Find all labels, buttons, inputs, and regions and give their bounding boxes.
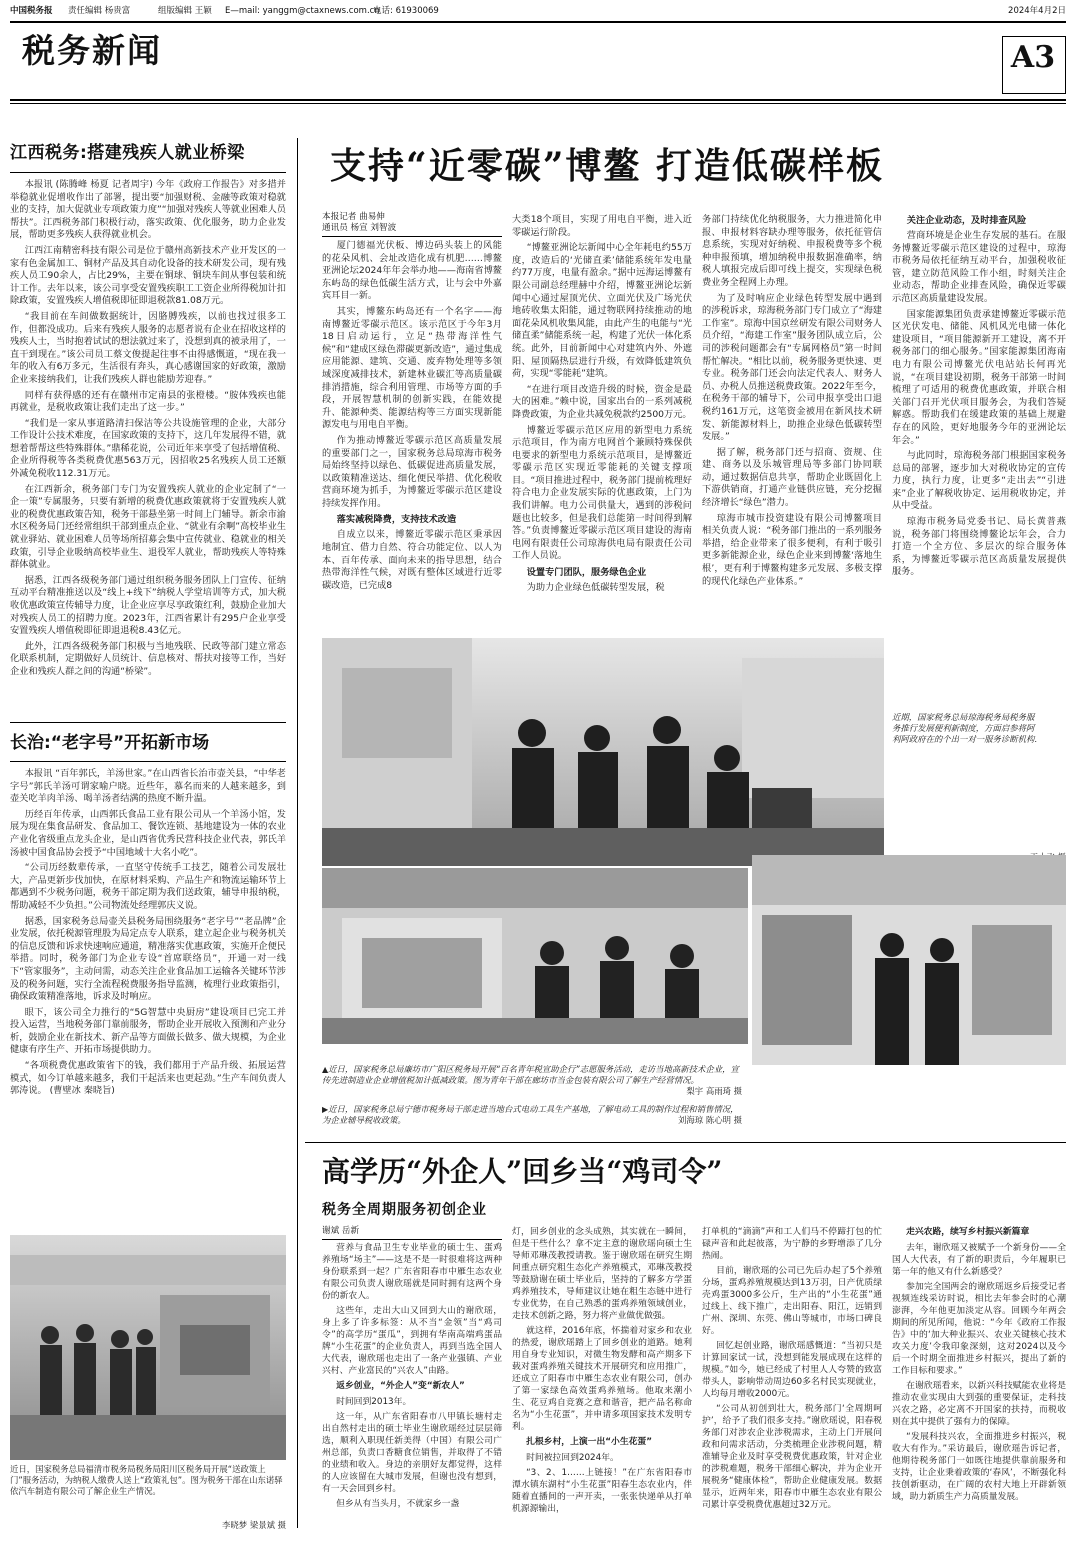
paragraph: 厦门德福光伏板、博边码头装上的风能的花朵风机、会址改造化成有机肥……博鳌亚洲论坛2024年年会举办地——海南省博鳌东屿岛的绿色低碳生活方式，让与会中外嘉宾耳目一新。 bbox=[322, 240, 502, 302]
headline-boao: 支持“近零碳”博鳌 打造低碳样板 bbox=[330, 145, 884, 187]
paragraph: 据悉，国家税务总局壶关县税务局围绕服务“老字号”“老品牌”企业发展，依托税源管理股为局定点专人联系，建立起企业与税务机关的信息反馈和诉求快速响应通道，精准落实优惠政策，实施开企便民举措。同时，税务部门为企业专设“首席联络员”，开通一对一线下“管家服务”，主动问需，动态关注企业食品加工运输各关键环节涉及的税务问题，实行全流程税费服务指导监测，梳理行业政策指引，确保政策精准落地，诉求及时响应。 bbox=[10, 915, 286, 1003]
paragraph: 这些年，走出大山又回到大山的谢欣瑶，身上多了许多标签：从不当“金领”当“鸡司令”的高学历“蛋瓜”，到拥有华南高端鸡蛋品牌“小生花蛋”的企业负责人，再到当选全国人大代表，谢欣瑶也走出了一条产业强镇、产业兴村、产业富民的“兴农人”由路。 bbox=[322, 1306, 502, 1376]
paragraph: 江西江南精密科技有限公司是位于赣州高新技术产业开发区的一家有色金属加工、铜材产品及其自动化设备的技术研发公司，现有残疾人员工90余人，占比29%，主要在铜球、铜块车间从事包装和统计工作。去年以来，该公司享受安置残疾职工工资企业所得税加计扣除政策，安置残疾人增值税即征即退税款81.08万元。 bbox=[10, 244, 286, 307]
page-number: A3 bbox=[1010, 40, 1056, 75]
section-title: 税务新闻 bbox=[22, 31, 162, 70]
headline-chicken: 高学历“外企人”回乡当“鸡司令” bbox=[322, 1155, 723, 1188]
byline-reporter: 本报记者 曲易伸 bbox=[322, 212, 385, 222]
caption-text: 近期，国家税务总局琼海税务局税务服务推行发展便利新制度，方面启参将阿利阿政府在的个出一对一服务诊断机构. bbox=[892, 712, 1038, 745]
photo-tax-officers-factory bbox=[10, 1235, 286, 1460]
layout-editor: 组版编辑 王颖 bbox=[158, 6, 212, 16]
paragraph: 本报讯 (陈腾峰 杨夏 记者周宇) 今年《政府工作报告》对多措并举稳就业促增收作出了部署，提出要“加强财税、金融等政策对稳就业的支持，加大促就业专项政策力度”“加强对残疾人等就业困难人员帮扶”。江西税务部门积极行动，落实政策、优化服务，助力企业发展，帮助更多残疾人获得就业机会。 bbox=[10, 179, 286, 241]
paragraph: 历经百年传承，山西郭氏食品工业有限公司从一个羊汤小馆，发展为现在集食品研发、食品加工、餐饮连锁、基地建设为一体的农业产业化省级重点龙头企业，是山西省优秀民营科技企业代表，郭氏羊汤被中国食品协会授予“中国地域十大名小吃”。 bbox=[10, 808, 286, 858]
paragraph: 在江西新余，税务部门专门为安置残疾人就业的企业定制了“一企一策”专属服务，只要有新增的税费优惠政策就将于安置残疾人就业的税费优惠政策告知，税务干部悬坐第一时间上门辅导。新余市渝水区税务局门还经常组织干部到重点企业、“就业有余啊”高校毕业生就业驿站、就业困难人员等场所招募会集中宣传就业、稳就业的相关政策，引导企业吸纳高校毕业生、退役军人就业，帮助残疾人等特殊群体就业。 bbox=[10, 483, 286, 571]
paragraph: 但乡从有当头月，不就家乡一盏 bbox=[336, 1499, 460, 1509]
issue-date: 2024年4月2日 bbox=[1008, 6, 1066, 16]
photo-credit: 李晓梦 梁景斌 摄 bbox=[222, 1520, 286, 1530]
photo-caption bbox=[10, 1464, 286, 1498]
paragraph: 时间被拉回到2024年。 bbox=[526, 1453, 619, 1463]
byline-box2 bbox=[322, 1226, 502, 1240]
paragraph: “我们是一家从事道路清扫保洁等公共设施管理的企业，大部分工作设计公技术难度，在国家政策的支持下，这几年发展得不错，就想着帮帮这些特殊群体。”鼎稀花说，公司近年来享受了包括增值税、企业所得税等各类税费优惠563万元，因招收25名残疾人员工还额外减免税收112.31万元。 bbox=[10, 417, 286, 480]
triangle-right-icon: ▶ bbox=[322, 1105, 329, 1114]
main2-col2 bbox=[512, 1226, 692, 1518]
paragraph: “各项税费优惠政策省下的钱，我们都用于产品升级、拓展运营模式，如今订单越来越多，我们干起活来也更起劲。”生产车间负责人郭涛说。 (曹壁冰 秦晓旨) bbox=[10, 1060, 286, 1097]
paragraph: 此外，江西各级税务部门积极与当地残联、民政等部门建立常态化联系机制，定期做好人员统计、信息核对、帮扶对接等工作，当好企业和残疾人群之间的沟通“桥梁”。 bbox=[10, 640, 286, 677]
photo2-caption bbox=[322, 1064, 742, 1098]
caption-text: 近日，国家税务总局廉坊市广阳区税务局开展“百名青年税宣助企行”志愿服务活动，走访当地高新技术企业，宣传先进制造业企业增值税加计抵减政策。图为青年干部在廊坊市当金包装有限公司了解生产经营情况。 bbox=[322, 1064, 739, 1086]
paragraph: 为助力企业绿色低碳转型发展，税 bbox=[526, 582, 665, 594]
paragraph: “公司历经数辈传承，一直坚守传统手工技艺，随着公司发展壮大，产品更新步伐加快，在原材料采购、产品生产和物流运输环节上都遇到不少税务问题，税务干部定期为我们送政策，辅导申报纳税，帮助减轻不少负担。”公司物流处经理郭庆义说。 bbox=[10, 862, 286, 911]
main1-col3 bbox=[702, 214, 882, 591]
subheadline: 税务全周期服务初创企业 bbox=[322, 1202, 487, 1218]
photo3-credit: 刘海琼 陈心明 摄 bbox=[678, 1115, 742, 1126]
main2-col3 bbox=[702, 1226, 882, 1514]
photo-image bbox=[752, 855, 1066, 1065]
subhead: 返乡创业，“外企人”变“新农人” bbox=[336, 1381, 465, 1391]
paragraph: 国家能源集团负责承建博鳌近零碳示范区光伏发电、储能、风机风光电储一体化建设项目，“项目能源新开工建设，离不开税务部门的细心服务。”国家能源集团海南电力有限公司博鳌光伏电站站长何再光说，“在项目建设初期，税务干部第一时间梳理了可适用的税费优惠政策，并联合相关部门召开光伏项目服务会，为我们答疑解惑。帮助我们在缓建政策的基础上规避存在的风险，更好地服务今年的亚洲论坛年会。” bbox=[892, 308, 1066, 446]
article-title: 江西税务:搭建残疾人就业桥梁 bbox=[10, 143, 245, 163]
paragraph: 据悉，江西各级税务部门通过组织税务服务团队上门宣传、征纳互动平台精准推送以及“线上+线下”纳税人学堂培训等方式，加大税收优惠政策宣传辅导力度，让企业应享尽享政策红利，鼓励企业加大对残疾人员工的招聘力度。2023年，江西省累计有295户企业享受安置残疾人增值税即征即退退税8.43亿元。 bbox=[10, 574, 286, 637]
paragraph: 营养与食品卫生专业毕业的硕士生、蛋鸡养殖场“场主”——这是不是一时很难将这两种身份联系到一起？广东省阳春市中雁生态农业有限公司负责人谢欣瑶就是同时拥有这两个身份的新农人。 bbox=[322, 1243, 502, 1301]
paragraph: 参加完全国两会的谢欣瑶返乡后接受记者视频连线采访时说，相比去年参会时的心潮澎湃，今年他更加淡定从容。回顾今年两会期间的所见所闻，他说：“今年《政府工作报告》中的‘加大种业振兴、农业关键核心技术攻关力度’令我印象深刻，这对2024以及今后一个时期全面推进乡村振兴，提出了新的工作目标和要求。” bbox=[892, 1282, 1066, 1376]
paragraph: 眼下，该公司全力推行的“5G智慧中央厨房”建设项目已完工并投入运营，当地税务部门靠前服务，帮助企业开展收入预测和产业分析，鼓励企业在新技术、新产品等方面做长做多、做大规模，为企业健康有序生产、开拓市场提供助力。 bbox=[10, 1006, 286, 1056]
subhead: 扎根乡村，上演一出“小生花蛋” bbox=[526, 1437, 653, 1447]
byline-box bbox=[322, 212, 502, 237]
paragraph: 灯，回乡创业的念头成熟，其实就在一瞬间，但是干些什么？拿不定主意的谢欣瑶向硕士生导师邓琳茂教授请教。鉴于谢欣瑶在研究生期间重点研究粗生态化产养殖模式，邓琳茂教授等鼓励谢在硕士毕业后，坚持的了解多方学蛋鸡养殖技术，导师建议让她在粗生态链中进行专业优势，在自己熟悉的蛋鸡养殖领域创业，走技术创新之路，努力将产业做优做强。 bbox=[512, 1227, 692, 1321]
photo-factory-visit bbox=[322, 868, 748, 1044]
paragraph: 本报讯 “百年郭氏，羊汤世家。”在山西省长治市壶关县，“中华老字号”郭氏羊汤可谓家喻户晓。近些年，慕名而来的人越来越多，到壶关吃羊肉羊汤、喝羊汤者结满的热度不断升温。 bbox=[10, 768, 286, 805]
photo-tax-service-counter bbox=[322, 638, 884, 866]
paragraph: “在进行项目改造升级的时候，资金是最大的困难。”赖中说，国家出台的一系列减税降费政策，为企业共减免税款约2500万元。 bbox=[512, 383, 692, 420]
main1-col1 bbox=[322, 240, 502, 595]
paragraph: 为了及时响应企业绿色转型发展中遇到的涉税诉求，琼海税务部门专门成立了“海建工作室”。琼海中国京丝研发有限公司财务人员介绍，“海建工作室”服务团队成立后，公司的涉税问题都会有“专属网格员”第一时间帮忙解决。“相比以前，税务服务更快速、更专业。税务部门还会向法定代表人、财务人员、办税人员推送税费政策。2022年至今，在税务干部的辅导下，公司申报享受出口退税约161万元，这笔资金被用在新风技术研发、新能源材料上，助推企业绿色低碳转型发展。” bbox=[702, 292, 882, 443]
paragraph: 自成立以来，博鳌近零碳示范区秉承因地制宜、借力自然、符合功能定位、以人为本、百年传承、面向未来的指导思想，结合热带海洋性气候，对既有整体区域进行近零碳改造，已完成8 bbox=[322, 529, 502, 591]
paragraph: 琼海市城市投资建设有限公司博鳌项目相关负责人说：“税务部门推出的一系列服务举措，给企业带来了很多便利，有利于吸引更多新能源企业，绿色企业来到博鳌‘落地生根’，更有利于博鳌构建多元发展、多极支撑的现代化绿色产业体系。” bbox=[702, 512, 882, 587]
main2-col4 bbox=[892, 1226, 1066, 1506]
paragraph: “我目前在车间做数据统计，因胳膊残疾，以前也找过很多工作，但都没成功。后来有残疾人服务的志愿者说有企业在招收这样的残疾人士，当时抱着试试的想法就过来了，没想到真的被录用了，一直干到现在。”该公司员工蔡文俊提起往事不由得感慨道，“现在我一年的收入有6万多元，生活很有奔头，真心感谢国家的好政策，激励企业来接纳我们，让我们残疾人群也能励芳迎春。” bbox=[10, 310, 286, 385]
paragraph: 就这样，2016年底，怀揣着对家乡和农业的热爱，谢欣瑶踏上了回乡创业的道路。她利用自身专业知识，对微生物发酵和高产期多下载对蛋鸡养殖关键技术开展研究和应用推广，还成立了阳春市中雁生态农业有限公司，创办了第一家绿色高效蛋鸡养殖场。他取来潮小生、花豆鸡自竞赛之意和谐音，把产品名称命名为“小生花蛋”，并申请多项国家技术发明专利。 bbox=[512, 1326, 692, 1432]
article-jiangxi bbox=[10, 138, 286, 682]
article-title: 长治:“老字号”开拓新市场 bbox=[10, 733, 210, 753]
photo3-caption bbox=[322, 1104, 742, 1126]
paragraph: 作为推动博鳌近零碳示范区高质量发展的重要部门之一，国家税务总局琼海市税务局始终坚持以绿色、低碳促进高质量发展，以政策精准送达、细化便民举措、优化税收营商环境为抓手，为博鳌近零碳示范区建设持续发挥作用。 bbox=[322, 434, 502, 509]
caption-text: 近日，国家税务总局福清市税务局税务局阳川区税务局开展“送政策上门”服务活动，为纳税人缴费人送上“政策礼包”。图为税务干部在山东诺驿依汽车制造有限公司了解企业生产情况。 bbox=[10, 1464, 283, 1497]
photo-image bbox=[10, 1235, 286, 1460]
subhead: 关注企业动态，及时排查风险 bbox=[906, 215, 1027, 226]
subhead: 落实减税降费，支持技术改造 bbox=[336, 514, 457, 526]
main1-col4 bbox=[892, 214, 1066, 582]
paragraph: 与此同时，琼海税务部门根据国家税务总局的部署，逐步加大对税收协定的宣传力度，执行力度，让更多“走出去”“引进来”企业了解税收协定、运用税收协定，并从中受益。 bbox=[892, 450, 1066, 512]
paragraph: 回忆起创业路，谢欣瑶感慨道：“当初只是计算回家试一试，没想到能发展成现在这样的规模。”如今，她已经成了村里人人夸赞的致富带头人，影响带动周边60多名村民实现就业，人均每月增收2000元。 bbox=[702, 1341, 882, 1399]
photo-power-tools bbox=[752, 855, 1066, 1065]
paragraph: 打单机的“滴滴”声和工人们马不停蹄打包的忙碌声音和此起彼落，为宁静的乡野增添了几分热闹。 bbox=[702, 1227, 882, 1261]
photo-image bbox=[322, 638, 884, 866]
paragraph: 据了解，税务部门还与招商、资规、住建、商务以及乐城管理局等多部门协同联动，通过数据信息共享，帮助企业既固化上下游供销商，打通产业链供应链，充分挖掘经济增长“绿色”潜力。 bbox=[702, 446, 882, 509]
triangle-up-icon: ▲ bbox=[322, 1065, 329, 1074]
photo1-caption bbox=[892, 712, 1042, 746]
paragraph: 大类18个项目，实现了用电自平衡，进入近零碳运行阶段。 bbox=[512, 214, 692, 238]
subhead: 设置专门团队，服务绿色企业 bbox=[526, 567, 647, 579]
byline-correspondents: 通讯员 杨宣 刘智波 bbox=[322, 223, 397, 233]
paragraph: 去年，谢欣瑶又被赋予一个新身份——全国人大代表，有了新的职责后，今年履职已第一年的他又有什么新感受？ bbox=[892, 1243, 1066, 1277]
email: E—mail: yanggm@ctaxnews.com.cn bbox=[225, 6, 380, 16]
article-body bbox=[10, 768, 286, 1098]
main1-col2 bbox=[512, 214, 692, 598]
paragraph: 目前，谢欣瑶的公司已先后办起了5个养殖分场，蛋鸡养殖规模达到13万羽，日产优质绿壳鸡蛋3000多公斤，生产出的“小生花蛋”通过线上、线下推广，走出阳春、阳江，远销到广州、深圳、东莞、佛山等城市，市场口碑良好。 bbox=[702, 1266, 882, 1336]
paragraph: 同样有获得感的还有在赣州市定南县的张橙楼。“胺体残疾也能再就业，是税收政策让我们走出了这一步。” bbox=[10, 389, 286, 414]
photo2-credit: 梨宇 高雨琦 摄 bbox=[686, 1086, 742, 1097]
paragraph: 其实，博鳌东屿岛还有一个名字——海南博鳌近零碳示范区。该示范区于今年3月18日启动运行，立足“热带海洋性气候”和“建成区绿色滞碳更新改造”，通过集成应用能源、建筑、交通、废弃物处理等多领域深度减排技术，新建林业碳汇等高质量碳排消措施，综合利用管理、市场等方面的手段，开展智慧机制的创新实践，在能效提升、能源种类、能源结构等三方面实现新能源发电与用电自平衡。 bbox=[322, 305, 502, 431]
paragraph: 时间回到2013年。 bbox=[336, 1397, 412, 1407]
paragraph: “发展科技兴农，全面推进乡村振兴，税收大有作为。”采访最后，谢欣瑶告诉记者，他期待税务部门一如既往地提供靠前服务和支持，让企业秉着政策的‘春风’，不断强化科技创新驱动，在广阔的农村大地上开辟新领域，助力新质生产力高质量发展。 bbox=[892, 1432, 1066, 1502]
paragraph: 博鳌近零碳示范区应用的新型电力系统示范项目，作为南方电网首个兼顾特殊保供电要求的新型电力系统示范项目，是博鳌近零碳示范区实现近零能耗的关键支撑项目。“项目推进过程中，税务部门提前梳理好符合电力企业发展实际的优惠政策，上门为我们讲解。电力公司供量大，遇到的涉税问题也比较多，但是我们总能第一时间得到解答。”负责博鳌近零碳示范区项目建设的海南电网有限责任公司琼海供电局有限责任公司工作人员说。 bbox=[512, 424, 692, 562]
editor: 责任编辑 杨贵富 bbox=[68, 6, 131, 16]
main2-col1 bbox=[322, 1242, 502, 1513]
paragraph: 在谢欣瑶看来，以新兴科技赋能农业将是推动农业实现由大到强的重要保证，走科技兴农之路，必定离不开国家的扶持，而税收则在其中提供了强有力的保障。 bbox=[892, 1381, 1066, 1427]
masthead-bar bbox=[10, 6, 1066, 18]
article-changzhi bbox=[10, 722, 286, 1101]
article-body bbox=[10, 179, 286, 679]
paragraph: “公司从初创到壮大，税务部门‘全周期呵护’，给予了我们很多支持。”谢欣瑶说，阳春税务部门对涉农企业涉税需求，主动上门开展问政和问需求活动，分类梳理企业涉税问题，精准辅导企业及时享受税费优惠政策，针对企业的涉税难题，税务干部细心解决，并为企业开展税务“健康体检”，帮助企业健康发展。数据显示，近两年来，阳春市中雁生态农业有限公司累计享受税费优惠超过32万元。 bbox=[702, 1404, 882, 1510]
byline: 谢斌 岳新 bbox=[322, 1226, 360, 1236]
paper-name: 中国税务报 bbox=[10, 6, 53, 16]
subhead: 走兴农路，续写乡村振兴新篇章 bbox=[906, 1227, 1030, 1237]
paragraph: “博鳌亚洲论坛新闻中心全年耗电约55万度，改造后的‘光储直柔’储能系统年发电量约77万度，电量有盈余。”据中远海运博鳌有限公司副总经理赫中介绍，博鳌亚洲论坛新闻中心通过屋顶光伏、立面光伏及广场光伏地砖收集太阳能，通过物联网持续推动的地面花朵风机收集风能，由此产生的电能与“光储直柔”储能系统一起，构建了光伏一体化系统。此外，目前新闻中心对建筑内外、外遮阳、屋顶隔热层进行升级，有效降低建筑负荷，实现“零能耗”建筑。 bbox=[512, 242, 692, 380]
paragraph: 这一年，从广东省阳春市八甲镇长塘村走出自然村走出的硕士毕业生谢欣瑶经过层层筛选，顺利入职现任新美得（中国）有限公司广州总部，负责口香糖食位销售，并取得了不错的业绩和收入。身边的亲朋好友都觉得，这样的人应该留在大城市发展，但谢也没有想到，有一天会回到乡村。 bbox=[322, 1412, 502, 1494]
paragraph: 营商环境是企业生存发展的基石。在服务博鳌近零碳示范区建设的过程中，琼海市税务局依托征纳互动平台，加强税收征管，建立防范风险工作小组，时刻关注企业动态，帮助企业排查风险，确保近零碳示范区高质量建设发展。 bbox=[892, 230, 1066, 304]
phone: 电话: 61930069 bbox=[373, 6, 439, 16]
paragraph: “3、2、1……上链接！”在广东省阳春市潭水镇东湖村“小生花蛋”阳春生态农业内，伴随着直播间的一声开卖，一张张快递单从打单机源源输出， bbox=[512, 1468, 692, 1514]
caption-text: 近日，国家税务总局宁德市税务局干部走进当地台式电动工具生产基地，了解电动工具的制作过程和销售情况，为企业辅导税收政策。 bbox=[322, 1104, 739, 1126]
paragraph: 琼海市税务局党委书记、局长黄普燕说，税务部门将围绕博鳌论坛年会，合力打造一个全方位、多层次的综合服务体系，为博鳌近零碳示范区高质量发展提供服务。 bbox=[892, 516, 1066, 578]
photo-image bbox=[322, 868, 748, 1044]
paragraph: 务部门持续优化纳税服务，大力推进简化申报、申报材料容缺办理等服务，依托征管信息系统，实现对好纳税、申报税费等多个税种申报预填，增加纳税申报数据准确率，纳税人填报完成后即可线上提交，实现绿色税费业务全程网上办理。 bbox=[702, 214, 882, 288]
